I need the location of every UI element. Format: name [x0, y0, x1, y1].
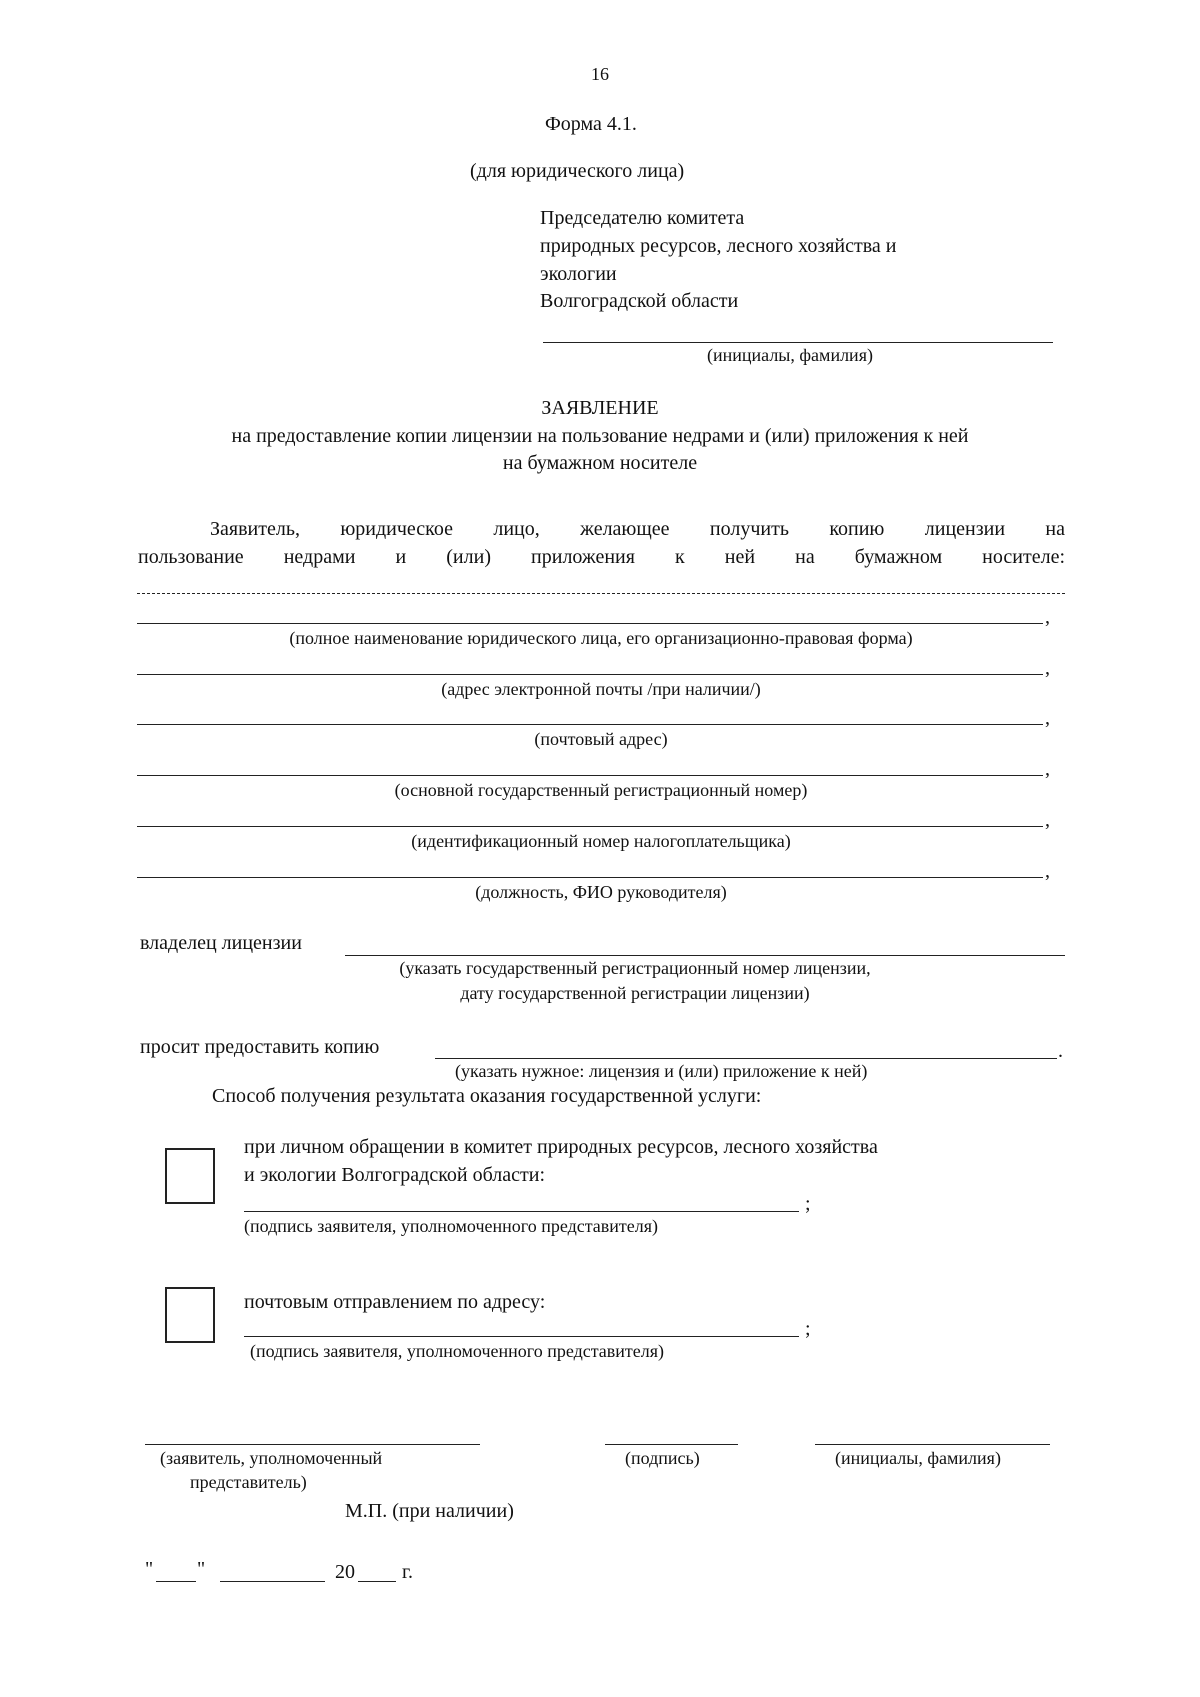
signature-line[interactable]: [605, 1444, 738, 1445]
field-caption: (адрес электронной почты /при наличии/): [441, 679, 761, 699]
option-personal-line-1: при личном обращении в комитет природных ресурсов, лесного хозяйства: [244, 1136, 878, 1158]
request-label: просит предоставить копию: [140, 1036, 380, 1058]
field-caption: (почтовый адрес): [534, 729, 668, 749]
addressee-line-2: природных ресурсов, лесного хозяйства и: [540, 235, 897, 257]
personal-signature-line[interactable]: [244, 1211, 799, 1212]
year-field[interactable]: [358, 1581, 396, 1582]
year-suffix: г.: [402, 1561, 413, 1583]
quote-open: ": [145, 1558, 154, 1580]
addressee-line-3: экологии: [540, 263, 617, 285]
owner-caption-1: (указать государственный регистрационный номер лицензии,: [399, 958, 871, 978]
statement-subtitle-2: на бумажном носителе: [502, 452, 698, 474]
field-line[interactable]: [137, 826, 1043, 827]
option-personal-line-2: и экологии Волгоградской области:: [244, 1164, 546, 1186]
field-caption: (должность, ФИО руководителя): [475, 882, 727, 902]
field-line[interactable]: [137, 674, 1043, 675]
addressee-caption: (инициалы, фамилия): [707, 345, 873, 365]
option-personal-caption: (подпись заявителя, уполномоченного представителя): [244, 1216, 659, 1236]
intro-line-2: пользование недрами и (или) приложения к ней на бумажном носителе:: [138, 546, 1065, 568]
stamp-label: М.П. (при наличии): [345, 1500, 514, 1522]
applicant-signature-line[interactable]: [145, 1444, 480, 1445]
personal-visit-checkbox[interactable]: [165, 1148, 215, 1204]
method-title: Способ получения результата оказания государственной услуги:: [212, 1085, 762, 1107]
signature-caption: (подпись): [625, 1448, 700, 1468]
name-caption: (инициалы, фамилия): [835, 1448, 1001, 1468]
comma: ,: [1045, 707, 1050, 729]
owner-label: владелец лицензии: [140, 932, 302, 954]
field-line[interactable]: [137, 724, 1043, 725]
comma: ,: [1045, 809, 1050, 831]
option-postal-label: почтовым отправлением по адресу:: [244, 1291, 546, 1313]
request-line[interactable]: [435, 1058, 1057, 1059]
applicant-caption-1: (заявитель, уполномоченный: [160, 1448, 383, 1468]
form-subtitle: (для юридического лица): [470, 160, 685, 182]
field-line[interactable]: [137, 775, 1043, 776]
addressee-name-line[interactable]: [543, 342, 1053, 343]
field-line[interactable]: [137, 623, 1043, 624]
statement-title: ЗАЯВЛЕНИЕ: [541, 397, 659, 419]
applicant-name-line-top[interactable]: [137, 593, 1065, 594]
addressee-line-4: Волгоградской области: [540, 290, 739, 312]
semicolon: ;: [805, 1193, 811, 1215]
applicant-caption-2: представитель): [190, 1472, 307, 1492]
field-line[interactable]: [137, 877, 1043, 878]
request-caption: (указать нужное: лицензия и (или) приложение к ней): [455, 1061, 868, 1081]
owner-line[interactable]: [345, 955, 1065, 956]
postal-checkbox[interactable]: [165, 1287, 215, 1343]
owner-caption-2: дату государственной регистрации лицензии): [460, 983, 810, 1003]
form-label: Форма 4.1.: [545, 113, 637, 135]
quote-close: ": [197, 1558, 206, 1580]
option-postal-caption: (подпись заявителя, уполномоченного представителя): [250, 1341, 665, 1361]
day-field[interactable]: [156, 1581, 196, 1582]
field-caption: (полное наименование юридического лица, его организационно-правовая форма): [289, 628, 913, 648]
postal-signature-line[interactable]: [244, 1336, 799, 1337]
comma: ,: [1045, 758, 1050, 780]
name-line[interactable]: [815, 1444, 1050, 1445]
field-caption: (основной государственный регистрационный номер): [394, 780, 808, 800]
comma: ,: [1045, 860, 1050, 882]
comma: ,: [1045, 657, 1050, 679]
statement-subtitle-1: на предоставление копии лицензии на пользование недрами и (или) приложения к ней: [231, 425, 969, 447]
intro-line-1: Заявитель, юридическое лицо, желающее получить копию лицензии на: [210, 518, 1065, 540]
comma: ,: [1045, 606, 1050, 628]
semicolon: ;: [805, 1318, 811, 1340]
field-caption: (идентификационный номер налогоплательщика): [411, 831, 791, 851]
addressee-line-1: Председателю комитета: [540, 207, 745, 229]
page-number: 16: [591, 64, 609, 84]
period: .: [1058, 1040, 1063, 1062]
month-field[interactable]: [220, 1581, 325, 1582]
year-prefix: 20: [335, 1561, 355, 1583]
